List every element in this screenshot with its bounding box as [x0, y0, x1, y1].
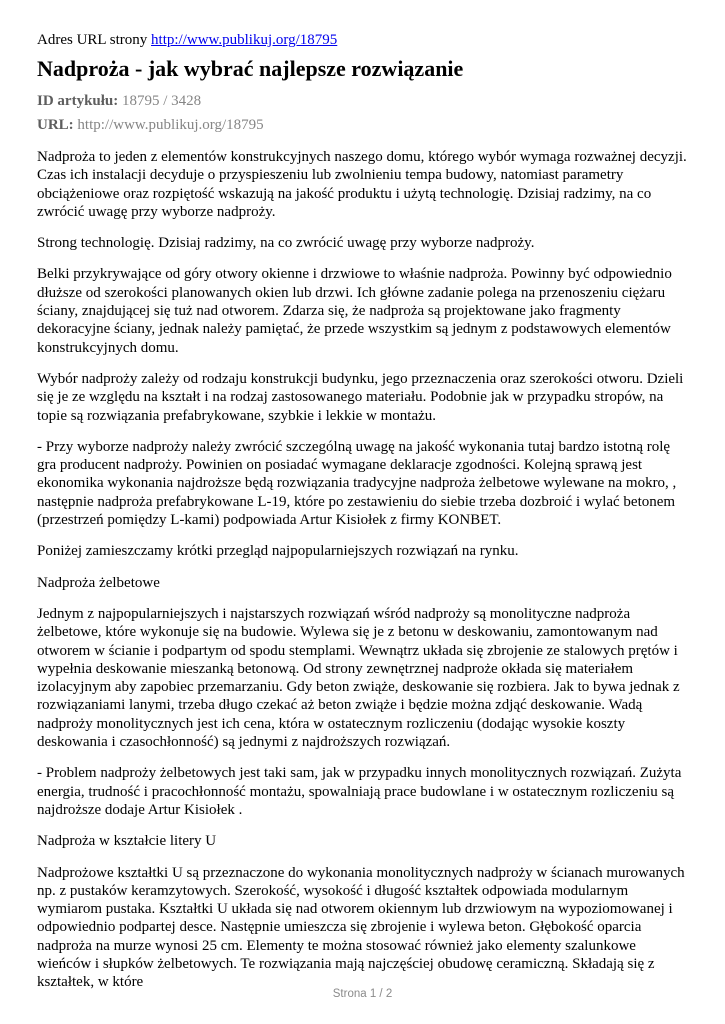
- section-heading-zelbetowe: Nadproża żelbetowe: [37, 574, 160, 591]
- source-url-link[interactable]: http://www.publikuj.org/18795: [151, 32, 338, 48]
- paragraph-wybor: Wybór nadproży zależy od rodzaju konstrukcji budynku, jego przeznaczenia oraz szerokości otworu. Dzieli się je ze względu na kształt i na rodzaj zastosowanego materiału. Podobnie jak w przypadku stropów, na topie są rozwiązania prefabrykowane, szybkie i lekkie w montażu.: [37, 370, 684, 424]
- paragraph-quote-problem: - Problem nadproży żelbetowych jest taki sam, jak w przypadku innych monolitycznych rozwiązań. Zużyta energia, trudność i pracochłonność montażu, spowalniają prace budowlane i w ostatecznym rozliczeniu są najdroższe dodaje Artur Kisiołek .: [37, 765, 682, 818]
- article-url-value: http://www.publikuj.org/18795: [77, 117, 264, 133]
- page-number-indicator: Strona 1 / 2: [332, 988, 393, 1000]
- paragraph-quote-konbet: - Przy wyborze nadproży należy zwrócić szczególną uwagę na jakość wykonania tutaj bardzo istotną rolę gra producent nadproży. Powinien on posiadać wymagane deklaracje zgodności. Kolejną sprawą jest ekonomika wykonania najdroższe będą rozwiązania tradycyjne nadproża żelbetowe wylewane na mokro, , następnie nadproża prefabrykowane L-19, które po zestawieniu do siebie trzeba dozbroić i wylać betonem (przestrzeń pomiędzy L-kami) podpowiada Artur Kisiołek z firmy KONBET.: [37, 438, 677, 529]
- paragraph-ksztaltki-u: Nadprożowe kształtki U są przeznaczone do wykonania monolitycznych nadproży w ścianach murowanych np. z pustaków keramzytowych. Szerokość, wysokość i długość kształtek odpowiada modularnym wymiarom pustaka. Kształtki U układa się nad otworem okiennym lub drzwiowym na wypoziomowanej i odpowiednio podpartej desce. Następnie umieszcza się zbrojenie i wylewa beton. Głębokość oparcia nadproża na murze wynosi 25 cm. Elementy te można stosować również jako elementy szalunkowe wieńców i słupków żelbetowych. Te rozwiązania mają najczęściej obudowę ceramiczną. Składają się z kształtek, w które: [37, 864, 685, 991]
- article-body: [37, 148, 690, 992]
- paragraph-intro: Nadproża to jeden z elementów konstrukcyjnych naszego domu, którego wybór wymaga rozważnej decyzji. Czas ich instalacji decyduje o przyspieszeniu lub zwolnieniu tempa budowy, natomiast parametry obciążeniowe oraz rozpiętość wskazują na jakość produktu i użytą technologię. Dzisiaj radzimy, na co zwrócić uwagę przy wyborze nadproży.: [37, 149, 687, 220]
- paragraph-lead: Strong technologię. Dzisiaj radzimy, na co zwrócić uwagę przy wyborze nadproży.: [37, 235, 535, 252]
- paragraph-belki: Belki przykrywające od góry otwory okienne i drzwiowe to właśnie nadproża. Powinny być odpowiednio dłuższe od szerokości planowanych okien lub drzwi. Ich główne zadanie polega na przenoszeniu ciężaru ściany, znajdującej się tuż nad otworem. Zdarza się, że nadproża są projektowane jako fragmenty dekoracyjne ściany, jednak należy pamiętać, że przede wszystkim są jednym z podstawowych elementów konstrukcyjnych domu.: [37, 266, 672, 356]
- paragraph-przeglad: Poniżej zamieszczamy krótki przegląd najpopularniejszych rozwiązań na rynku.: [37, 543, 519, 560]
- source-url-line: [37, 31, 690, 49]
- article-url-label: URL:: [37, 117, 74, 133]
- article-id-label: ID artykułu:: [37, 93, 119, 109]
- article-id-line: [37, 92, 690, 110]
- section-heading-litera-u: Nadproża w kształcie litery U: [37, 833, 217, 850]
- paragraph-monolityczne: Jednym z najpopularniejszych i najstarszych rozwiązań wśród nadproży są monolityczne nadproża żelbetowe, które wykonuje się na budowie. Wylewa się je z betonu w deskowaniu, zamontowanym nad otworem w ścianie i podpartym od spodu stemplami. Wewnątrz układa się zbrojenie ze stalowych prętów i wypełnia deskowanie mieszanką betonową. Od strony zewnętrznej nadproże okłada się materiałem izolacyjnym aby zapobiec przemarzaniu. Gdy beton zwiąże, deskowanie się rozbiera. Jak to bywa jednak z rozwiązaniami lanymi, trzeba długo czekać aż beton zwiąże i będzie można zdjąć deskowanie. Wadą nadproży monolitycznych jest ich cena, która w ostatecznym rozliczeniu (dodając wysokie koszty deskowania i czasochłonność) są jednymi z najdroższych rozwiązań.: [37, 605, 680, 751]
- source-url-prefix: Adres URL strony: [37, 32, 148, 48]
- article-url-line: [37, 116, 690, 134]
- article-id-value: 18795 / 3428: [122, 93, 202, 109]
- page-title: Nadproża - jak wybrać najlepsze rozwiązanie: [37, 56, 464, 81]
